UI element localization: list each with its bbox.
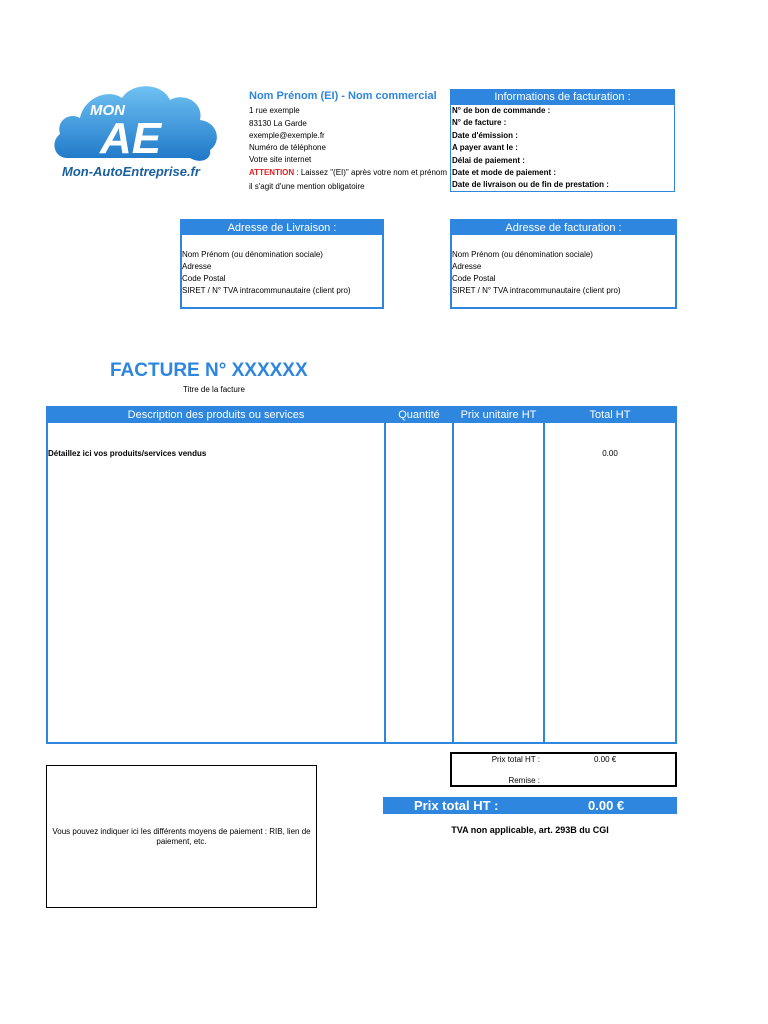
row-description: Détaillez ici vos produits/services vendus	[48, 449, 207, 458]
billing-street: Adresse	[452, 262, 482, 271]
delivery-date-field: Date de livraison ou de fin de prestation :	[452, 180, 609, 190]
invoice-subtitle: Titre de la facture	[183, 385, 245, 394]
issue-date-field: Date d'émission :	[452, 130, 518, 140]
sender-city: 83130 La Garde	[249, 119, 307, 128]
invoice-number-field: N° de facture :	[452, 118, 507, 128]
delivery-address-title: Adresse de Livraison :	[182, 221, 382, 235]
payment-date-mode-field: Date et mode de paiement :	[452, 167, 557, 177]
grand-total-bar	[383, 797, 677, 814]
delivery-name: Nom Prénom (ou dénomination sociale)	[182, 250, 323, 259]
company-logo	[50, 80, 225, 185]
col-description-header: Description des produits ou services	[127, 409, 305, 421]
billing-address-box	[450, 219, 677, 309]
col-unit-price-header: Prix unitaire HT	[460, 409, 537, 421]
sender-email: exemple@exemple.fr	[249, 131, 325, 140]
due-date-field: A payer avant le :	[452, 143, 518, 153]
column-divider	[543, 408, 545, 742]
invoice-title: FACTURE N° XXXXXX	[110, 360, 308, 381]
billing-info-box	[450, 89, 675, 192]
delivery-postal-code: Code Postal	[182, 274, 226, 283]
payment-methods-box	[46, 765, 317, 908]
table-header	[48, 408, 675, 423]
payment-note: Vous pouvez indiquer ici les différents moyens de paiement : RIB, lien de paiement, etc.	[52, 826, 311, 846]
svg-text:Mon-AutoEntreprise.fr: Mon-AutoEntreprise.fr	[62, 164, 200, 179]
subtotal-label: Prix total HT :	[491, 755, 540, 764]
cloud-logo-icon	[50, 80, 225, 185]
svg-text:AE: AE	[100, 114, 162, 163]
svg-text:MON: MON	[90, 102, 125, 119]
payment-term-field: Délai de paiement :	[452, 155, 525, 165]
col-quantity-header: Quantité	[398, 409, 440, 421]
row-total: 0.00	[602, 449, 618, 458]
billing-address-title: Adresse de facturation :	[452, 221, 675, 235]
column-divider	[452, 408, 454, 742]
discount-label: Remise :	[508, 776, 540, 785]
column-divider	[384, 408, 386, 742]
products-table	[46, 406, 677, 744]
sender-website: Votre site internet	[249, 155, 312, 164]
delivery-street: Adresse	[182, 262, 212, 271]
attention-note	[249, 168, 447, 177]
tva-note: TVA non applicable, art. 293B du CGI	[451, 825, 609, 835]
attention-label: ATTENTION	[249, 168, 295, 177]
delivery-siret: SIRET / N° TVA intracommunautaire (client pro)	[182, 286, 351, 295]
billing-postal-code: Code Postal	[452, 274, 496, 283]
order-number-field: N° de bon de commande :	[452, 106, 551, 115]
billing-siret: SIRET / N° TVA intracommunautaire (client pro)	[452, 286, 621, 295]
mandatory-note: il s'agit d'une mention obligatoire	[249, 182, 365, 191]
sender-name: Nom Prénom (EI) - Nom commercial	[249, 90, 437, 102]
col-total-header: Total HT	[589, 409, 631, 421]
billing-name: Nom Prénom (ou dénomination sociale)	[452, 250, 593, 259]
attention-text: : Laissez "(EI)" après votre nom et prénom	[294, 168, 448, 177]
delivery-address-box	[180, 219, 384, 309]
sender-address: 1 rue exemple	[249, 106, 300, 115]
sender-phone: Numéro de téléphone	[249, 143, 326, 152]
subtotal-value: 0.00 €	[594, 755, 617, 764]
billing-info-title: Informations de facturation :	[451, 90, 674, 105]
grand-total-label: Prix total HT :	[414, 798, 499, 813]
totals-box	[450, 752, 677, 787]
grand-total-value: 0.00 €	[588, 798, 625, 813]
